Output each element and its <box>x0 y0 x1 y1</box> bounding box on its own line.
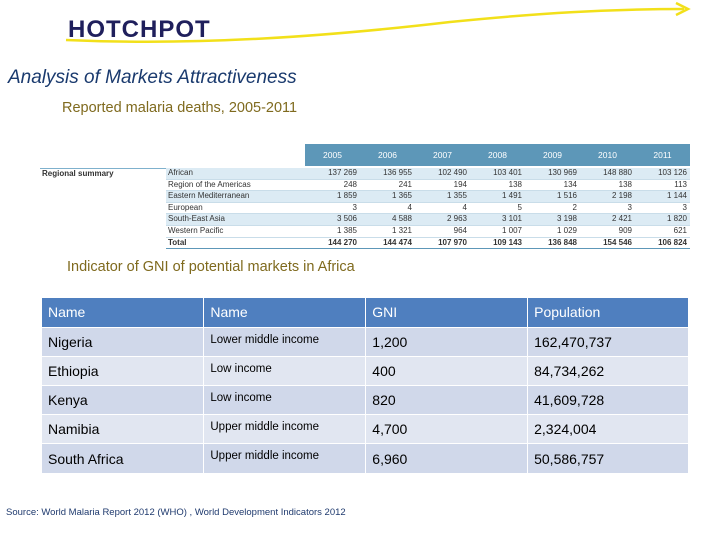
table-row <box>166 203 690 215</box>
deaths-value: 138 <box>618 179 632 189</box>
deaths-value: 4 <box>462 202 467 212</box>
deaths-value: 107 970 <box>438 237 467 247</box>
deaths-value: 3 198 <box>556 214 577 224</box>
malaria-deaths-table <box>40 144 690 250</box>
malaria-rows <box>166 168 690 249</box>
table-header-row <box>42 298 689 327</box>
deaths-value: 2 421 <box>611 214 632 224</box>
deaths-value: 1 144 <box>666 191 687 201</box>
deaths-value: 136 955 <box>383 168 412 177</box>
deaths-value: 2 198 <box>611 191 632 201</box>
deaths-value: 144 270 <box>328 237 357 247</box>
deaths-value: 909 <box>618 225 632 235</box>
region-name: Region of the Americas <box>168 179 251 189</box>
deaths-value: 248 <box>343 179 357 189</box>
income-group-cell: Low income <box>204 386 366 415</box>
population-cell: 2,324,004 <box>528 415 689 444</box>
deaths-value: 621 <box>673 225 687 235</box>
deaths-value: 148 880 <box>603 168 632 177</box>
column-header: Name <box>204 298 366 327</box>
deaths-value: 3 <box>682 202 687 212</box>
gni-subtitle: Indicator of GNI of potential markets in Africa <box>67 259 355 275</box>
deaths-value: 113 <box>674 179 687 189</box>
deaths-value: 1 491 <box>501 191 522 201</box>
total-row <box>166 238 690 250</box>
column-header: Population <box>528 298 689 327</box>
year-header-cell: 2005 <box>323 150 342 160</box>
country-cell: Nigeria <box>42 327 204 356</box>
deaths-value: 1 007 <box>501 225 522 235</box>
deaths-value: 1 365 <box>391 191 412 201</box>
population-cell: 50,586,757 <box>528 444 689 473</box>
gni-cell: 4,700 <box>366 415 528 444</box>
deaths-value: 5 <box>517 202 522 212</box>
region-name: Total <box>168 237 187 247</box>
malaria-subtitle: Reported malaria deaths, 2005-2011 <box>62 100 298 116</box>
table-row <box>42 415 689 444</box>
deaths-value: 1 820 <box>666 214 687 224</box>
deaths-value: 3 <box>627 202 632 212</box>
year-header-cell: 2009 <box>543 150 562 160</box>
column-header: Name <box>42 298 204 327</box>
year-header-cell: 2006 <box>378 150 397 160</box>
deaths-value: 1 029 <box>556 225 577 235</box>
country-cell: Ethiopia <box>42 356 204 385</box>
population-cell: 41,609,728 <box>528 386 689 415</box>
deaths-value: 2 <box>572 202 577 212</box>
year-header-cell: 2011 <box>653 150 672 160</box>
deaths-value: 109 143 <box>493 237 522 247</box>
deaths-value: 102 490 <box>438 168 467 177</box>
deaths-value: 3 101 <box>501 214 522 224</box>
deaths-value: 130 969 <box>548 168 577 177</box>
deaths-value: 1 385 <box>336 225 357 235</box>
income-group-cell: Upper middle income <box>204 444 366 473</box>
deaths-value: 138 <box>508 179 522 189</box>
deaths-value: 154 546 <box>603 237 632 247</box>
region-name: South-East Asia <box>168 214 225 224</box>
gni-cell: 6,960 <box>366 444 528 473</box>
income-group-cell: Lower middle income <box>204 327 366 356</box>
deaths-value: 2 963 <box>446 214 467 224</box>
table-row <box>166 214 690 226</box>
year-header-cell: 2008 <box>488 150 507 160</box>
deaths-value: 1 516 <box>556 191 577 201</box>
deaths-value: 241 <box>398 179 412 189</box>
table-row <box>166 180 690 192</box>
year-header-cell: 2010 <box>598 150 617 160</box>
table-row <box>42 327 689 356</box>
country-cell: South Africa <box>42 444 204 473</box>
deaths-value: 194 <box>453 179 467 189</box>
deaths-value: 964 <box>453 225 467 235</box>
table-row <box>166 191 690 203</box>
region-name: European <box>168 202 203 212</box>
table-row <box>42 444 689 473</box>
population-cell: 84,734,262 <box>528 356 689 385</box>
table-row <box>42 386 689 415</box>
deaths-value: 4 <box>407 202 412 212</box>
deaths-value: 137 269 <box>328 168 357 177</box>
income-group-cell: Low income <box>204 356 366 385</box>
region-name: Eastern Mediterranean <box>168 191 250 201</box>
regional-summary-label: Regional summary <box>42 169 114 178</box>
deaths-value: 144 474 <box>383 237 412 247</box>
deaths-value: 134 <box>563 179 577 189</box>
deaths-value: 4 588 <box>391 214 412 224</box>
deaths-value: 103 401 <box>493 168 522 177</box>
deaths-value: 1 321 <box>391 225 412 235</box>
table-row <box>42 356 689 385</box>
region-name: African <box>168 168 193 177</box>
table-row <box>166 226 690 238</box>
deaths-value: 136 848 <box>548 237 577 247</box>
table-row <box>166 168 690 180</box>
deaths-value: 3 506 <box>336 214 357 224</box>
logo: HOTCHPOT <box>68 16 211 43</box>
region-name: Western Pacific <box>168 225 224 235</box>
country-cell: Namibia <box>42 415 204 444</box>
deaths-value: 1 355 <box>446 191 467 201</box>
gni-cell: 1,200 <box>366 327 528 356</box>
population-cell: 162,470,737 <box>528 327 689 356</box>
gni-cell: 820 <box>366 386 528 415</box>
source-note: Source: World Malaria Report 2012 (WHO) , World Development Indicators 2012 <box>6 507 346 518</box>
country-cell: Kenya <box>42 386 204 415</box>
malaria-year-header <box>305 144 690 166</box>
deaths-value: 103 126 <box>658 168 687 177</box>
deaths-value: 1 859 <box>336 191 357 201</box>
income-group-cell: Upper middle income <box>204 415 366 444</box>
gni-cell: 400 <box>366 356 528 385</box>
page-title: Analysis of Markets Attractiveness <box>8 67 297 88</box>
deaths-value: 3 <box>352 202 357 212</box>
column-header: GNI <box>366 298 528 327</box>
swoosh-arrow-decoration <box>0 0 720 60</box>
gni-table <box>42 298 689 474</box>
deaths-value: 106 824 <box>658 237 687 247</box>
year-header-cell: 2007 <box>433 150 452 160</box>
